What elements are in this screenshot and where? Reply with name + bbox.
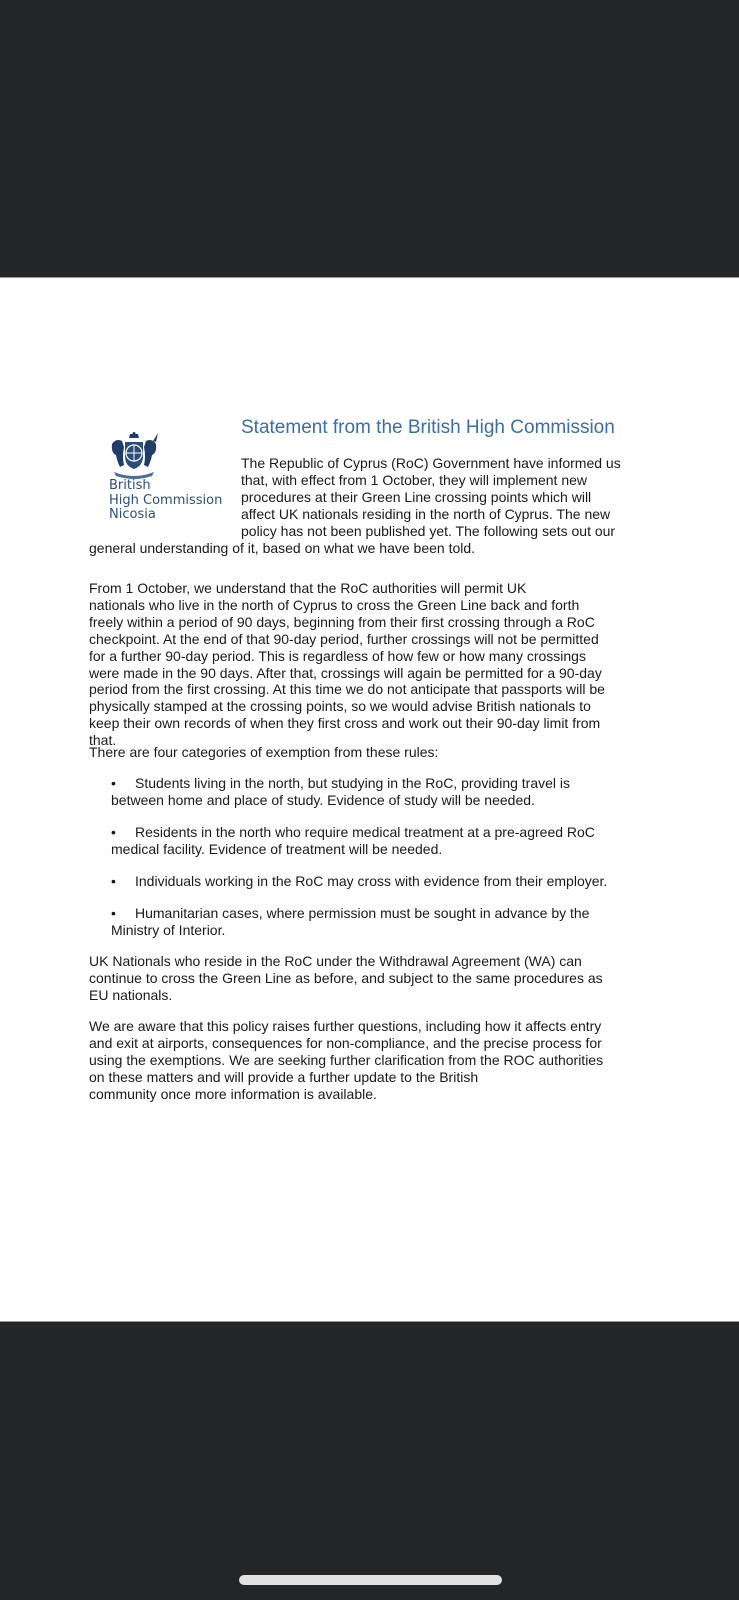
exemption-item (111, 873, 651, 890)
text-line: We are aware that this policy raises further questions, including how it affects entry (89, 1018, 602, 1034)
text-line: period from the first crossing. At this time we do not anticipate that passports will be (89, 681, 605, 698)
text-line: community once more information is available. (89, 1085, 377, 1102)
royal-coat-of-arms-icon (106, 432, 162, 480)
bullet-icon: • (111, 824, 116, 840)
text-line: Residents in the north who require medical treatment at a pre-agreed RoC (135, 824, 595, 840)
text-line: EU nationals. (89, 986, 173, 1003)
text-line: that, with effect from 1 October, they will implement new (241, 471, 588, 488)
bullet-icon: • (111, 873, 116, 889)
text-line: procedures at their Green Line crossing points which will (241, 488, 592, 505)
text-line: keep their own records of when they first cross and work out their 90-day limit from (89, 715, 601, 732)
text-line: Individuals working in the RoC may cross with evidence from their employer. (135, 873, 608, 889)
bullet-icon: • (111, 905, 116, 921)
text-line: From 1 October, we understand that the RoC authorities will permit UK (89, 580, 527, 596)
logo-line: High Commission (109, 492, 223, 508)
exemption-item (111, 775, 651, 809)
home-indicator-bar[interactable] (239, 1575, 502, 1585)
text-line: and exit at airports, consequences for non-compliance, and the precise process for (89, 1034, 602, 1051)
text-line: nationals who live in the north of Cyprus to cross the Green Line back and forth (89, 596, 580, 613)
withdrawal-agreement-paragraph (89, 953, 649, 1004)
text-line: policy has not been published yet. The following sets out our (241, 522, 616, 539)
text-line: for a further 90-day period. This is regardless of how few or how many crossings (89, 647, 586, 664)
text-line: on these matters and will provide a further update to the British (89, 1068, 479, 1085)
text-line: The Republic of Cyprus (RoC) Government have informed us (241, 455, 621, 471)
intro-tail: general understanding of it, based on what we have been told. (89, 540, 476, 556)
document-page (0, 277, 739, 1322)
text-line: using the exemptions. We are seeking further clarification from the ROC authorities (89, 1051, 604, 1068)
text-line: between home and place of study. Evidence of study will be needed. (111, 791, 535, 808)
text-line: UK Nationals who reside in the RoC under the Withdrawal Agreement (WA) can (89, 953, 582, 969)
text-line: were made in the 90 days. After that, crossings will again be permitted for a 90-day (89, 664, 602, 681)
policy-paragraph (89, 580, 649, 749)
exemptions-heading: There are four categories of exemption from these rules: (89, 744, 439, 760)
text-line: Students living in the north, but studying in the RoC, providing travel is (135, 775, 571, 791)
exemption-item (111, 905, 651, 939)
text-line: Ministry of Interior. (111, 921, 226, 938)
text-line: medical facility. Evidence of treatment will be needed. (111, 840, 443, 857)
logo-line: British (109, 478, 151, 493)
text-line: Humanitarian cases, where permission must be sought in advance by the (135, 905, 590, 921)
bullet-icon: • (111, 775, 116, 791)
text-line: physically stamped at the crossing points, so we would advise British nationals to (89, 698, 591, 715)
text-line: freely within a period of 90 days, beginning from their first crossing through a RoC (89, 613, 595, 630)
logo-line: Nicosia (109, 507, 156, 522)
logo-text (109, 479, 222, 523)
exemption-item (111, 824, 651, 858)
intro-paragraph (241, 455, 661, 540)
text-line: affect UK nationals residing in the north of Cyprus. The new (241, 505, 611, 522)
document-title: Statement from the British High Commission (241, 417, 615, 438)
text-line: that. (89, 732, 117, 749)
text-line: continue to cross the Green Line as before, and subject to the same procedures as (89, 969, 603, 986)
closing-paragraph (89, 1018, 649, 1103)
text-line: checkpoint. At the end of that 90-day period, further crossings will not be permitted (89, 630, 599, 647)
